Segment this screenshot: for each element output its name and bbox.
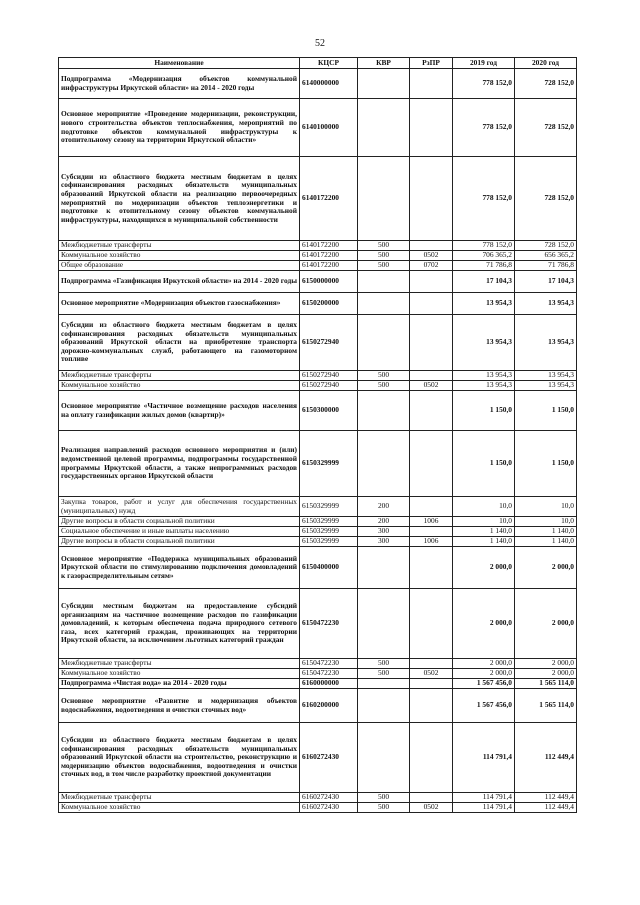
cell-2019: 17 104,3 [453,271,515,293]
cell-rzpr [410,589,453,659]
cell-2019: 10,0 [453,517,515,527]
cell-kcsr: 6140172200 [300,157,358,241]
cell-kvr [358,689,410,723]
cell-kcsr: 6150300000 [300,391,358,431]
cell-name: Социальное обеспечение и иные выплаты населению [59,527,300,537]
cell-2019: 114 791,4 [453,723,515,793]
cell-kvr: 500 [358,381,410,391]
cell-2020: 728 152,0 [515,157,577,241]
cell-2020: 1 150,0 [515,431,577,497]
cell-kcsr: 6140172200 [300,261,358,271]
cell-name: Реализация направлений расходов основного мероприятия и (или) ведомственной целевой программы, подпрограммы государственной программы Иркутской области, а также непрограммных расходов государственных органов Иркутской области [59,431,300,497]
cell-2020: 728 152,0 [515,99,577,157]
cell-name: Подпрограмма «Газификация Иркутской области» на 2014 - 2020 годы [59,271,300,293]
table-row [59,99,577,157]
cell-2019: 1 140,0 [453,527,515,537]
cell-kcsr: 6150272940 [300,371,358,381]
cell-name: Субсидии местным бюджетам на предоставление субсидий организациям на частичное возмещение расходов по газификации домовладений, к которым обеспечена подача природного сетевого газа, всех категорий граждан, проживающих на территории Иркутской области, за исключением льготных категорий граждан [59,589,300,659]
cell-kvr: 500 [358,659,410,669]
table-row [59,497,577,517]
table-row [59,679,577,689]
cell-2019: 10,0 [453,497,515,517]
cell-kvr [358,391,410,431]
cell-rzpr: 0502 [410,381,453,391]
cell-name: Другие вопросы в области социальной политики [59,537,300,547]
page-number: 52 [315,38,325,49]
cell-rzpr [410,547,453,589]
table-row [59,431,577,497]
cell-name: Общее образование [59,261,300,271]
cell-2020: 2 000,0 [515,589,577,659]
cell-2020: 1 565 114,0 [515,689,577,723]
table-header-row [59,58,577,69]
cell-rzpr: 1006 [410,517,453,527]
table-row [59,381,577,391]
cell-kvr [358,679,410,689]
cell-2020: 112 449,4 [515,803,577,813]
cell-2019: 13 954,3 [453,293,515,315]
cell-rzpr: 0702 [410,261,453,271]
cell-kcsr: 6150329999 [300,517,358,527]
cell-kvr [358,157,410,241]
cell-name: Субсидии из областного бюджета местным бюджетам в целях софинансирования расходных обязательств муниципальных образований Иркутской области на строительство, реконструкцию и модернизацию объектов водоснабжения, водоотведения и очистки сточных вод, в том числе разработку проектной документации [59,723,300,793]
cell-kcsr: 6150400000 [300,547,358,589]
cell-rzpr: 1006 [410,537,453,547]
cell-2020: 71 786,8 [515,261,577,271]
cell-2019: 2 000,0 [453,659,515,669]
cell-kcsr: 6150272940 [300,381,358,391]
cell-name: Основное мероприятие «Частичное возмещение расходов населения на оплату газификации жилых домов (квартир)» [59,391,300,431]
cell-kvr [358,431,410,497]
cell-2020: 728 152,0 [515,241,577,251]
cell-rzpr: 0502 [410,803,453,813]
cell-2020: 112 449,4 [515,793,577,803]
cell-name: Подпрограмма «Модернизация объектов коммунальной инфраструктуры Иркутской области» на 2014 - 2020 годы [59,69,300,99]
cell-kcsr: 6160272430 [300,793,358,803]
cell-2019: 778 152,0 [453,241,515,251]
cell-rzpr [410,99,453,157]
cell-name: Коммунальное хозяйство [59,669,300,679]
cell-2019: 2 000,0 [453,547,515,589]
cell-rzpr [410,793,453,803]
cell-rzpr [410,271,453,293]
cell-kvr: 500 [358,371,410,381]
cell-kcsr: 6140172200 [300,251,358,261]
cell-2019: 778 152,0 [453,99,515,157]
table-row [59,391,577,431]
cell-kvr [358,293,410,315]
cell-2019: 114 791,4 [453,803,515,813]
header-kvr: КВР [358,58,410,69]
cell-2019: 2 000,0 [453,669,515,679]
header-rzpr: РзПР [410,58,453,69]
cell-kcsr: 6150329999 [300,431,358,497]
table-row [59,547,577,589]
cell-kcsr: 6140172200 [300,241,358,251]
table-row [59,659,577,669]
table-row [59,371,577,381]
table-row [59,517,577,527]
cell-name: Другие вопросы в области социальной политики [59,517,300,527]
cell-2019: 13 954,3 [453,315,515,371]
cell-2020: 656 365,2 [515,251,577,261]
cell-2019: 1 140,0 [453,537,515,547]
cell-kvr [358,69,410,99]
table-row [59,69,577,99]
cell-name: Основное мероприятие «Модернизация объектов газоснабжения» [59,293,300,315]
cell-rzpr [410,659,453,669]
cell-name: Закупка товаров, работ и услуг для обеспечения государственных (муниципальных) нужд [59,497,300,517]
table-row [59,251,577,261]
cell-rzpr [410,69,453,99]
cell-kvr: 500 [358,261,410,271]
cell-kcsr: 6150472230 [300,659,358,669]
cell-name: Основное мероприятие «Поддержка муниципальных образований Иркутской области по стимулированию подключения домовладений к газораспределительным сетям» [59,547,300,589]
cell-kvr: 500 [358,241,410,251]
cell-kvr: 500 [358,669,410,679]
cell-rzpr: 0502 [410,669,453,679]
cell-2020: 10,0 [515,517,577,527]
table-row [59,527,577,537]
cell-2020: 13 954,3 [515,293,577,315]
table-row [59,261,577,271]
header-kcsr: КЦСР [300,58,358,69]
cell-2019: 1 567 456,0 [453,689,515,723]
cell-kvr [358,723,410,793]
cell-kcsr: 6150272940 [300,315,358,371]
cell-2020: 17 104,3 [515,271,577,293]
cell-kcsr: 6160272430 [300,803,358,813]
cell-kcsr: 6160272430 [300,723,358,793]
cell-kvr: 200 [358,517,410,527]
cell-kcsr: 6150329999 [300,527,358,537]
cell-2019: 71 786,8 [453,261,515,271]
table-row [59,271,577,293]
cell-rzpr [410,679,453,689]
cell-name: Основное мероприятие «Развитие и модернизация объектов водоснабжения, водоотведения и очистки сточных вод» [59,689,300,723]
cell-kcsr: 6150472230 [300,669,358,679]
table-row [59,293,577,315]
cell-kvr: 200 [358,497,410,517]
cell-2019: 706 365,2 [453,251,515,261]
cell-2019: 2 000,0 [453,589,515,659]
cell-2019: 13 954,3 [453,381,515,391]
cell-2020: 13 954,3 [515,315,577,371]
cell-2019: 13 954,3 [453,371,515,381]
cell-rzpr [410,293,453,315]
cell-rzpr [410,431,453,497]
cell-2019: 778 152,0 [453,157,515,241]
table-row [59,689,577,723]
table-row [59,589,577,659]
cell-2020: 13 954,3 [515,381,577,391]
cell-name: Межбюджетные трансферты [59,371,300,381]
cell-kcsr: 6140100000 [300,99,358,157]
cell-2020: 2 000,0 [515,669,577,679]
cell-name: Коммунальное хозяйство [59,381,300,391]
table-row [59,241,577,251]
cell-2019: 778 152,0 [453,69,515,99]
cell-rzpr [410,315,453,371]
cell-kvr: 500 [358,803,410,813]
cell-kvr [358,315,410,371]
cell-kvr: 500 [358,793,410,803]
cell-2019: 1 150,0 [453,391,515,431]
cell-kvr: 500 [358,251,410,261]
cell-2019: 1 567 456,0 [453,679,515,689]
cell-kcsr: 6160200000 [300,689,358,723]
cell-name: Межбюджетные трансферты [59,793,300,803]
cell-name: Субсидии из областного бюджета местным бюджетам в целях софинансирования расходных обязательств муниципальных образований Иркутской области на реализацию первоочередных мероприятий по модернизации объектов теплоэнергетики и подготовке к отопительному сезону объектов коммунальной инфраструктуры, находящихся в муниципальной собственности [59,157,300,241]
header-2019: 2019 год [453,58,515,69]
cell-name: Коммунальное хозяйство [59,803,300,813]
table-row [59,157,577,241]
cell-2020: 1 565 114,0 [515,679,577,689]
cell-name: Подпрограмма «Чистая вода» на 2014 - 2020 годы [59,679,300,689]
cell-2020: 1 140,0 [515,537,577,547]
cell-kcsr: 6150000000 [300,271,358,293]
cell-kcsr: 6140000000 [300,69,358,99]
cell-kvr: 300 [358,527,410,537]
cell-rzpr [410,497,453,517]
cell-rzpr [410,241,453,251]
budget-table [58,57,577,813]
cell-2019: 114 791,4 [453,793,515,803]
cell-kcsr: 6150329999 [300,537,358,547]
header-name: Наименование [59,58,300,69]
cell-2020: 1 140,0 [515,527,577,537]
cell-kcsr: 6160000000 [300,679,358,689]
cell-kcsr: 6150472230 [300,589,358,659]
table-row [59,793,577,803]
cell-kvr [358,271,410,293]
cell-kvr [358,547,410,589]
table-row [59,315,577,371]
cell-2020: 1 150,0 [515,391,577,431]
cell-kcsr: 6150200000 [300,293,358,315]
cell-rzpr [410,391,453,431]
cell-kvr [358,99,410,157]
cell-2020: 10,0 [515,497,577,517]
cell-2020: 13 954,3 [515,371,577,381]
cell-rzpr [410,157,453,241]
cell-rzpr: 0502 [410,251,453,261]
table-row [59,723,577,793]
cell-2020: 728 152,0 [515,69,577,99]
cell-rzpr [410,723,453,793]
table-row [59,803,577,813]
cell-2020: 2 000,0 [515,547,577,589]
cell-2020: 112 449,4 [515,723,577,793]
cell-name: Межбюджетные трансферты [59,659,300,669]
cell-name: Межбюджетные трансферты [59,241,300,251]
cell-name: Коммунальное хозяйство [59,251,300,261]
table-row [59,669,577,679]
cell-name: Субсидии из областного бюджета местным бюджетам в целях софинансирования расходных обязательств муниципальных образований Иркутской области на приобретение транспорта дорожно-коммунальных служб, работающего на газомоторном топливе [59,315,300,371]
cell-kcsr: 6150329999 [300,497,358,517]
cell-name: Основное мероприятие «Проведение модернизации, реконструкции, нового строительства объектов теплоснабжения, мероприятий по подготовке объектов коммунальной инфраструктуры к отопительному сезону на территории Иркутской области» [59,99,300,157]
cell-2019: 1 150,0 [453,431,515,497]
table-row [59,537,577,547]
cell-rzpr [410,527,453,537]
cell-rzpr [410,689,453,723]
header-2020: 2020 год [515,58,577,69]
cell-rzpr [410,371,453,381]
cell-kvr [358,589,410,659]
cell-kvr: 300 [358,537,410,547]
cell-2020: 2 000,0 [515,659,577,669]
